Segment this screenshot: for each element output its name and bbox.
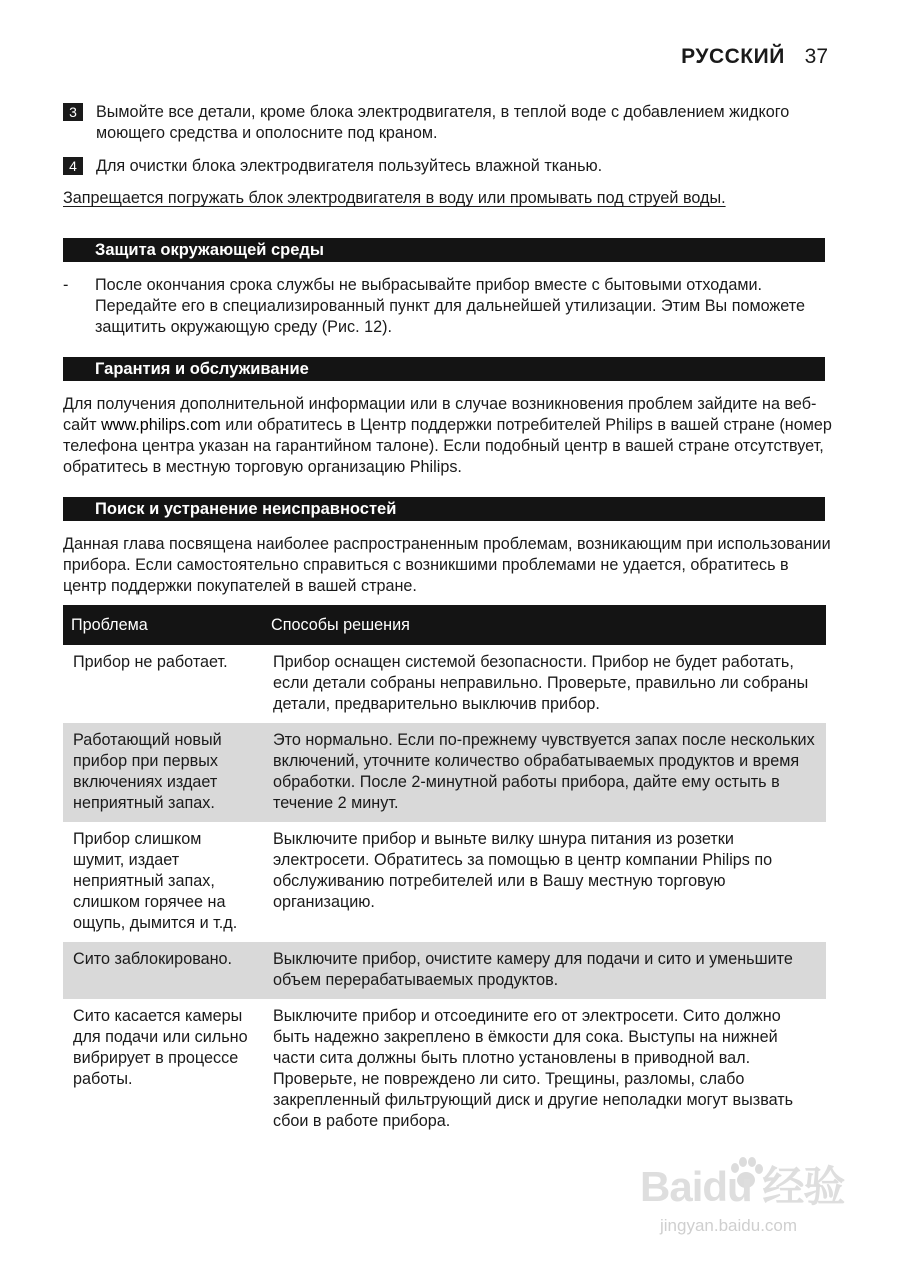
language-label: РУССКИЙ bbox=[681, 45, 785, 68]
watermark-brand: Baidu 经验 bbox=[640, 1163, 845, 1210]
table-row bbox=[63, 822, 826, 942]
bullet-dash: - bbox=[63, 276, 69, 294]
table-row bbox=[63, 723, 826, 822]
environment-text: После окончания срока службы не выбрасывайте прибор вместе с бытовыми отходами. Передайте его в специализированный пункт для дальнейшей утилизации. Этим Вы поможете защитить окружающую среду (Рис. 12). bbox=[95, 276, 805, 336]
step-text: Для очистки блока электродвигателя пользуйтесь влажной тканью. bbox=[96, 157, 603, 175]
step-number: 4 bbox=[63, 157, 83, 175]
watermark-site: jingyan.baidu.com bbox=[660, 1216, 798, 1235]
baidu-watermark bbox=[640, 1162, 850, 1252]
troubleshooting-table bbox=[63, 605, 826, 1140]
guarantee-paragraph bbox=[63, 394, 833, 478]
column-header-solution: Способы решения bbox=[263, 605, 826, 645]
philips-website-link[interactable]: www.philips.com bbox=[101, 416, 221, 434]
solution-cell: Это нормально. Если по-прежнему чувствуется запах после нескольких включений, уточните количество обрабатываемых продуктов и время обработки. После 2-минутной работы прибора, дайте ему остыть в течение 2 минут. bbox=[263, 723, 826, 822]
solution-cell: Выключите прибор и выньте вилку шнура питания из розетки электросети. Обратитесь за помощью в центр компании Philips по обслуживанию потребителей или в Вашу местную торговую организацию. bbox=[273, 830, 773, 911]
problem-cell: Сито заблокировано. bbox=[63, 942, 263, 999]
table-row bbox=[63, 942, 826, 999]
problem-cell: Прибор не работает. bbox=[73, 653, 228, 671]
section-heading-guarantee: Гарантия и обслуживание bbox=[63, 357, 825, 381]
guarantee-text-start: Для получения дополнительной информации или в случае возникновения проблем зайдите на веб-сайт bbox=[63, 395, 817, 434]
table-header-row bbox=[63, 605, 826, 645]
solution-cell: Выключите прибор и отсоедините его от электросети. Сито должно быть надежно закреплено в ёмкости для сока. Выступы на нижней части сита должны быть плотно установлены в приводной вал. Проверьте, не повреждено ли сито. Трещины, разломы, слабо закрепленный фильтрующий диск и другие неполадки могут вызвать сбои в работе прибора. bbox=[273, 1007, 794, 1130]
troubleshooting-intro: Данная глава посвящена наиболее распространенным проблемам, возникающим при использовании прибора. Если самостоятельно справиться с возникшими проблемами не удается, обратитесь в центр поддержки покупателей в вашей стране. bbox=[63, 535, 831, 595]
step-4 bbox=[63, 156, 833, 177]
section-heading-troubleshooting: Поиск и устранение неисправностей bbox=[63, 497, 825, 521]
solution-cell: Выключите прибор, очистите камеру для подачи и сито и уменьшите объем перерабатываемых продуктов. bbox=[263, 942, 826, 999]
guarantee-text-end: или обратитесь в Центр поддержки потребителей Philips в вашей стране (номер телефона центра указан на гарантийном талоне). Если подобный центр в вашей стране отсутствует, обратитесь в местную торговую организацию Philips. bbox=[63, 416, 832, 476]
environment-list-item bbox=[63, 275, 833, 338]
problem-cell: Прибор слишком шумит, издает неприятный запах, слишком горячее на ощупь, дымится и т.д. bbox=[73, 830, 238, 932]
step-number: 3 bbox=[63, 103, 83, 121]
table-row bbox=[63, 645, 826, 723]
step-3 bbox=[63, 102, 833, 144]
section-heading-environment: Защита окружающей среды bbox=[63, 238, 825, 262]
page-number: 37 bbox=[804, 45, 828, 68]
problem-cell: Работающий новый прибор при первых включениях издает неприятный запах. bbox=[63, 723, 263, 822]
solution-cell: Прибор оснащен системой безопасности. Прибор не будет работать, если детали собраны неправильно. Проверьте, правильно ли собраны детали, предварительно выключив прибор. bbox=[273, 653, 809, 713]
column-header-problem: Проблема bbox=[63, 605, 263, 645]
step-text: Вымойте все детали, кроме блока электродвигателя, в теплой воде с добавлением жидкого моющего средства и ополосните под краном. bbox=[96, 103, 790, 142]
page-header bbox=[681, 44, 828, 70]
problem-cell: Сито касается камеры для подачи или сильно вибрирует в процессе работы. bbox=[73, 1007, 248, 1088]
warning-text: Запрещается погружать блок электродвигателя в воду или промывать под струей воды. bbox=[63, 189, 726, 207]
table-row bbox=[63, 999, 826, 1140]
